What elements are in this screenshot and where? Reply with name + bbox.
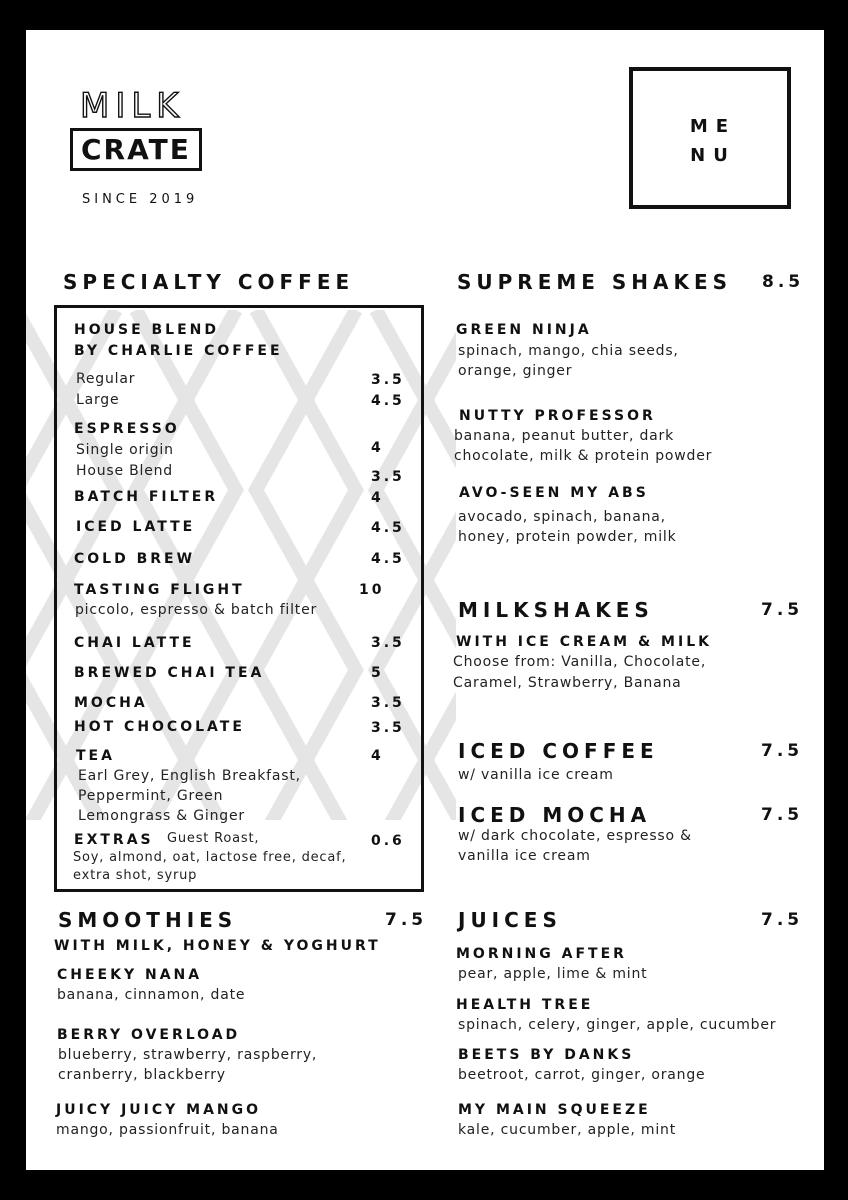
iced-mocha-title: ICED MOCHA (458, 803, 652, 827)
iced-latte-price: 4.5 (371, 520, 405, 536)
extras-price: 0.6 (371, 833, 405, 849)
menu-title-line1: ME (689, 116, 737, 137)
shake-name: AVO-SEEN MY ABS (459, 485, 649, 501)
supreme-shakes-title: SUPREME SHAKES (457, 270, 733, 294)
tasting-flight-name: TASTING FLIGHT (74, 582, 245, 598)
smoothie-desc: banana, cinnamon, date (57, 987, 246, 1003)
menu-title-line2: NU (690, 145, 736, 166)
shake-name: NUTTY PROFESSOR (459, 408, 656, 424)
house-blend-roaster: BY CHARLIE COFFEE (74, 343, 283, 359)
shake-desc: honey, protein powder, milk (458, 529, 677, 545)
juices-price: 7.5 (761, 910, 804, 930)
extras-options-line1: Soy, almond, oat, lactose free, decaf, (73, 850, 347, 865)
iced-mocha-price: 7.5 (761, 805, 804, 825)
shake-desc: banana, peanut butter, dark (454, 428, 674, 444)
juices-title: JUICES (458, 908, 562, 932)
espresso-name: ESPRESSO (74, 421, 180, 437)
cold-brew-name: COLD BREW (74, 551, 196, 567)
juice-name: BEETS BY DANKS (458, 1047, 635, 1063)
hot-chocolate-price: 3.5 (371, 720, 405, 736)
juice-desc: kale, cucumber, apple, mint (458, 1122, 677, 1138)
milkshakes-price: 7.5 (761, 600, 804, 620)
shake-desc: chocolate, milk & protein powder (454, 448, 713, 464)
brewed-chai-tea-price: 5 (371, 665, 384, 681)
tasting-flight-desc: piccolo, espresso & batch filter (75, 602, 318, 618)
shake-desc: spinach, mango, chia seeds, (458, 343, 679, 359)
smoothie-name: CHEEKY NANA (57, 967, 203, 983)
hot-chocolate-name: HOT CHOCOLATE (74, 719, 245, 735)
specialty-coffee-title: SPECIALTY COFFEE (63, 270, 355, 294)
house-blend-regular-price: 3.5 (371, 372, 405, 388)
extras-guest-roast: Guest Roast, (167, 831, 260, 846)
juice-name: MY MAIN SQUEEZE (458, 1102, 651, 1118)
tea-options-line2: Peppermint, Green (78, 788, 224, 804)
house-blend-regular: Regular (76, 371, 136, 387)
smoothie-desc: blueberry, strawberry, raspberry, (58, 1047, 318, 1063)
mocha-price: 3.5 (371, 695, 405, 711)
house-blend-large-price: 4.5 (371, 393, 405, 409)
shake-desc: orange, ginger (458, 363, 573, 379)
smoothies-title: SMOOTHIES (58, 908, 238, 932)
juice-desc: pear, apple, lime & mint (458, 966, 648, 982)
brand-logo-top: MILK (80, 86, 185, 126)
extras-options-line2: extra shot, syrup (73, 868, 198, 883)
espresso-house-blend-price: 3.5 (371, 469, 405, 485)
shake-name: GREEN NINJA (456, 322, 592, 338)
juice-desc: beetroot, carrot, ginger, orange (458, 1067, 706, 1083)
espresso-single-origin-price: 4 (371, 440, 384, 456)
house-blend-name: HOUSE BLEND (74, 322, 219, 338)
smoothie-name: JUICY JUICY MANGO (56, 1102, 262, 1118)
iced-latte-name: ICED LATTE (76, 519, 196, 535)
brewed-chai-tea-name: BREWED CHAI TEA (74, 665, 265, 681)
chai-latte-name: CHAI LATTE (74, 635, 195, 651)
brand-logo-boxed: CRATE (70, 128, 202, 171)
milkshakes-title: MILKSHAKES (458, 598, 654, 622)
milkshakes-subtitle: WITH ICE CREAM & MILK (456, 634, 712, 650)
iced-coffee-desc: w/ vanilla ice cream (458, 767, 614, 783)
juice-desc: spinach, celery, ginger, apple, cucumber (458, 1017, 777, 1033)
mocha-name: MOCHA (74, 695, 148, 711)
since-label: SINCE 2019 (82, 192, 199, 207)
menu-page (26, 30, 824, 1170)
extras-name: EXTRAS (74, 832, 154, 848)
tea-options-line3: Lemongrass & Ginger (78, 808, 245, 824)
iced-coffee-title: ICED COFFEE (458, 739, 659, 763)
menu-title-box (629, 67, 791, 209)
cold-brew-price: 4.5 (371, 551, 405, 567)
tea-options-line1: Earl Grey, English Breakfast, (78, 768, 301, 784)
shake-desc: avocado, spinach, banana, (458, 509, 666, 525)
smoothie-name: BERRY OVERLOAD (57, 1027, 241, 1043)
house-blend-large: Large (76, 392, 120, 408)
smoothie-desc: cranberry, blackberry (58, 1067, 226, 1083)
tasting-flight-price: 10 (359, 582, 385, 598)
tea-name: TEA (76, 748, 115, 764)
espresso-single-origin: Single origin (76, 442, 174, 458)
batch-filter-price: 4 (371, 490, 384, 506)
batch-filter-name: BATCH FILTER (74, 489, 219, 505)
milkshakes-desc-line1: Choose from: Vanilla, Chocolate, (453, 654, 707, 670)
iced-mocha-desc-line1: w/ dark chocolate, espresso & (458, 828, 692, 844)
iced-coffee-price: 7.5 (761, 741, 804, 761)
tea-price: 4 (371, 748, 384, 764)
chai-latte-price: 3.5 (371, 635, 405, 651)
smoothie-desc: mango, passionfruit, banana (56, 1122, 279, 1138)
espresso-house-blend: House Blend (76, 463, 173, 479)
juice-name: HEALTH TREE (456, 997, 594, 1013)
juice-name: MORNING AFTER (456, 946, 627, 962)
smoothies-price: 7.5 (385, 910, 428, 930)
smoothies-subtitle: WITH MILK, HONEY & YOGHURT (54, 938, 381, 954)
iced-mocha-desc-line2: vanilla ice cream (458, 848, 591, 864)
milkshakes-desc-line2: Caramel, Strawberry, Banana (453, 675, 682, 691)
supreme-shakes-price: 8.5 (762, 272, 805, 292)
